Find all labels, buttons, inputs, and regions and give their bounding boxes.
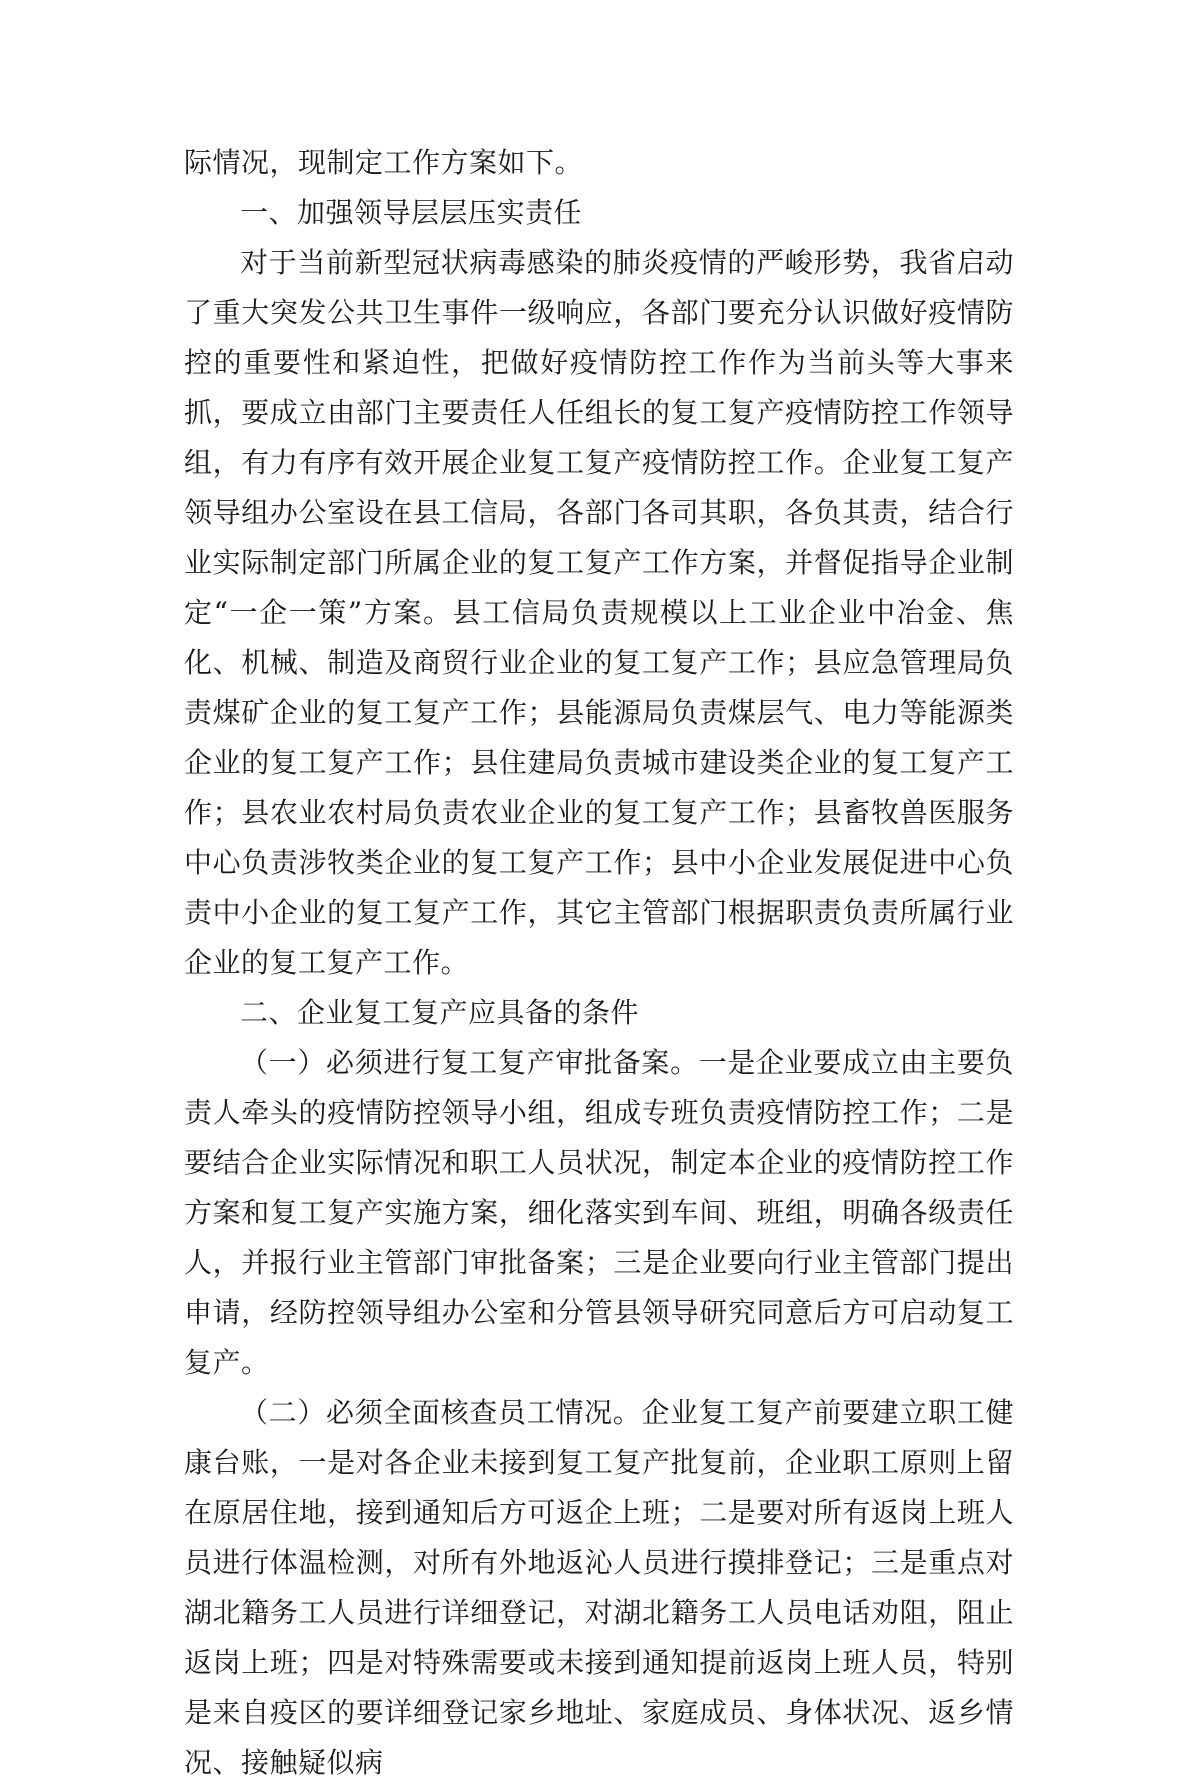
- paragraph-leadership: 对于当前新型冠状病毒感染的肺炎疫情的严峻形势，我省启动了重大突发公共卫生事件一级响应，各部门要充分认识做好疫情防控的重要性和紧迫性，把做好疫情防控工作作为当前头等大事来抓，要成立由部门主要责任人任组长的复工复产疫情防控工作领导组，有力有序有效开展企业复工复产疫情防控工作。企业复工复产领导组办公室设在县工信局，各部门各司其职，各负其责，结合行业实际制定部门所属企业的复工复产工作方案，并督促指导企业制定“一企一策”方案。县工信局负责规模以上工业企业中冶金、焦化、机械、制造及商贸行业企业的复工复产工作；县应急管理局负责煤矿企业的复工复产工作；县能源局负责煤层气、电力等能源类企业的复工复产工作；县住建局负责城市建设类企业的复工复产工作；县农业农村局负责农业企业的复工复产工作；县畜牧兽医服务中心负责涉牧类企业的复工复产工作；县中小企业发展促进中心负责中小企业的复工复产工作，其它主管部门根据职责负责所属行业企业的复工复产工作。: [184, 246, 1014, 979]
- paragraph-approval-filing: （一）必须进行复工复产审批备案。一是企业要成立由主要负责人牵头的疫情防控领导小组，组成专班负责疫情防控工作；二是要结合企业实际情况和职工人员状况，制定本企业的疫情防控工作方案和复工复产实施方案，细化落实到车间、班组，明确各级责任人，并报行业主管部门审批备案；三是企业要向行业主管部门提出申请，经防控领导组办公室和分管县领导研究同意后方可启动复工复产。: [184, 1046, 1014, 1379]
- section-heading-1: 一、加强领导层层压实责任: [240, 196, 583, 229]
- section-heading-2: 二、企业复工复产应具备的条件: [240, 996, 640, 1029]
- paragraph-staff-verification: （二）必须全面核查员工情况。企业复工复产前要建立职工健康台账，一是对各企业未接到复工复产批复前，企业职工原则上留在原居住地，接到通知后方可返企上班；二是要对所有返岗上班人员进行体温检测，对所有外地返沁人员进行摸排登记；三是重点对湖北籍务工人员进行详细登记，对湖北籍务工人员电话劝阻，阻止返岗上班；四是对特殊需要或未接到通知提前返岗上班人员，特别是来自疫区的要详细登记家乡地址、家庭成员、身体状况、返乡情况、接触疑似病: [184, 1396, 1014, 1779]
- document-body: [184, 138, 1014, 1788]
- paragraph-continuation: 际情况，现制定工作方案如下。: [184, 146, 584, 179]
